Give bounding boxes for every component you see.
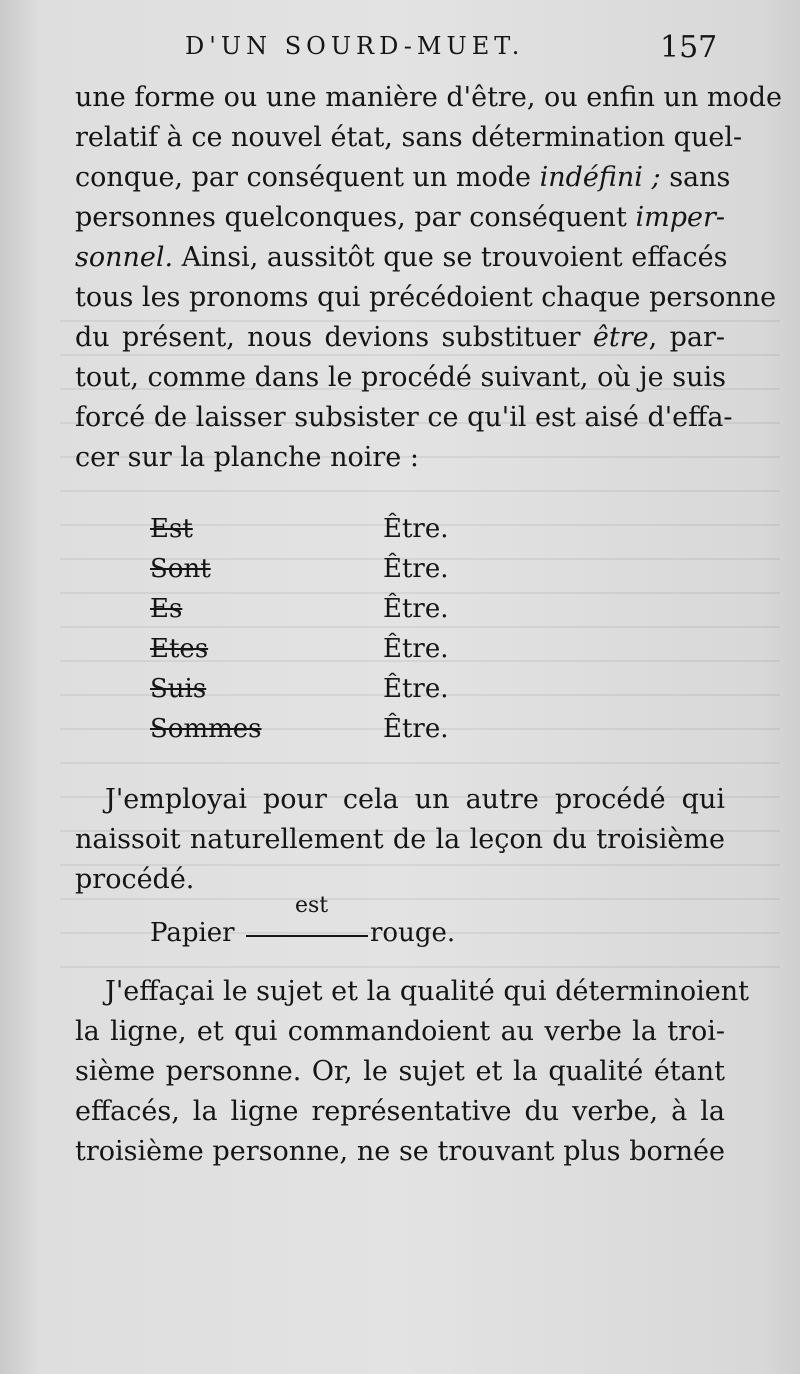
italic-word: être: [592, 322, 649, 353]
text-line: relatif à ce nouvel état, sans détermination quel-: [75, 122, 743, 153]
text-line: tout, comme dans le procédé suivant, où je suis: [75, 362, 726, 393]
paragraph-3: [75, 972, 749, 1172]
conjugation-row: [150, 508, 550, 548]
text-line: J'effaçai le sujet et la qualité qui déterminoient: [105, 976, 749, 1007]
struck-form: Suis: [150, 674, 207, 704]
replacement-form: Être.: [383, 514, 449, 544]
struck-form: Etes: [150, 634, 209, 664]
running-title: D'UN SOURD-MUET.: [185, 32, 525, 60]
replacement-form: Être.: [383, 674, 449, 704]
conjugation-row: [150, 628, 550, 668]
replacement-form: Être.: [383, 714, 449, 744]
text-line: effacés, la ligne représentative du verbe, à la: [75, 1096, 725, 1127]
paragraph-2: [75, 780, 725, 900]
text-line: la ligne, et qui commandoient au verbe la troi-: [75, 1016, 725, 1047]
conjugation-row: [150, 548, 550, 588]
text-line: sième personne. Or, le sujet et la qualité étant: [75, 1056, 725, 1087]
text-line: tous les pronoms qui précédoient chaque personne: [75, 282, 777, 313]
diagram-quality: rouge.: [370, 918, 456, 948]
struck-form: Sont: [150, 554, 211, 584]
text-line: J'employai pour cela un autre procédé qui: [105, 784, 725, 815]
diagram-verb: est: [295, 893, 329, 918]
text-line: cer sur la planche noire :: [75, 442, 419, 473]
conjugation-table: [150, 508, 550, 748]
text-line: naissoit naturellement de la leçon du troisième: [75, 824, 725, 855]
struck-form: Est: [150, 514, 193, 544]
text-line: une forme ou une manière d'être, ou enfin un mode: [75, 82, 783, 113]
sentence-diagram: [150, 893, 470, 963]
struck-form: Es: [150, 594, 183, 624]
page-header: [0, 30, 800, 70]
italic-word: imper-: [635, 202, 725, 233]
italic-word: sonnel.: [75, 242, 174, 273]
conjugation-row: [150, 588, 550, 628]
conjugation-row: [150, 668, 550, 708]
verb-line: [246, 935, 368, 937]
struck-form: Sommes: [150, 714, 262, 744]
text-line: personnes quelconques, par conséquent imper-: [75, 202, 725, 233]
replacement-form: Être.: [383, 554, 449, 584]
paragraph-1: [75, 78, 783, 478]
text-line: troisième personne, ne se trouvant plus bornée: [75, 1136, 725, 1167]
replacement-form: Être.: [383, 594, 449, 624]
diagram-subject: Papier: [150, 918, 235, 948]
text-line: procédé.: [75, 864, 195, 895]
text-line: sonnel. Ainsi, aussitôt que se trouvoient effacés: [75, 242, 728, 273]
italic-word: indéfini ;: [539, 162, 661, 193]
text-line: du présent, nous devions substituer être, par-: [75, 322, 725, 353]
conjugation-row: [150, 708, 550, 748]
text-line: conque, par conséquent un mode indéfini ; sans: [75, 162, 731, 193]
text-line: forcé de laisser subsister ce qu'il est aisé d'effa-: [75, 402, 733, 433]
replacement-form: Être.: [383, 634, 449, 664]
page-number: 157: [660, 30, 718, 65]
